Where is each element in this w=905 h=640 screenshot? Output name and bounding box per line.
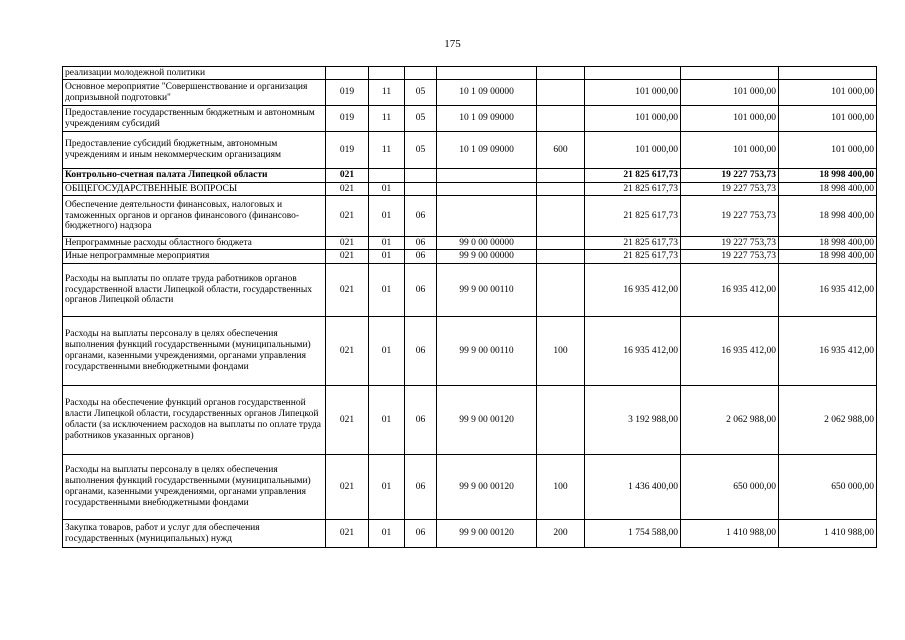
csr-code-cell <box>437 196 537 237</box>
rz-code-cell: 11 <box>369 80 405 106</box>
sum-year1-cell: 21 825 617,73 <box>585 237 681 250</box>
name-cell: Расходы на выплаты персоналу в целях обеспечения выполнения функций государственными (муниципальными) органами, казенными учреждениями, органами управления государственными внебюджетными фондами <box>63 317 326 386</box>
gr-code-cell <box>326 67 369 80</box>
pr-code-cell: 06 <box>405 264 437 317</box>
pr-code-cell: 06 <box>405 250 437 264</box>
rz-code-cell: 01 <box>369 250 405 264</box>
sum-year3-cell: 101 000,00 <box>779 132 877 169</box>
sum-year1-cell: 21 825 617,73 <box>585 250 681 264</box>
gr-code-cell: 021 <box>326 196 369 237</box>
name-cell: Расходы на выплаты персоналу в целях обеспечения выполнения функций государственными (муниципальными) органами, казенными учреждениями, органами управления государственными внебюджетными фондами <box>63 455 326 520</box>
csr-code-cell: 99 9 00 00120 <box>437 520 537 548</box>
vr-code-cell <box>537 250 585 264</box>
table-row <box>63 80 877 106</box>
table-body <box>63 67 877 548</box>
table-row <box>63 250 877 264</box>
csr-code-cell <box>437 169 537 183</box>
rz-code-cell: 01 <box>369 455 405 520</box>
gr-code-cell: 021 <box>326 169 369 183</box>
sum-year2-cell: 16 935 412,00 <box>681 264 779 317</box>
rz-code-cell: 11 <box>369 106 405 132</box>
sum-year3-cell: 18 998 400,00 <box>779 183 877 196</box>
table-row <box>63 520 877 548</box>
sum-year3-cell: 101 000,00 <box>779 106 877 132</box>
vr-code-cell: 100 <box>537 455 585 520</box>
sum-year2-cell: 2 062 988,00 <box>681 386 779 455</box>
sum-year3-cell: 2 062 988,00 <box>779 386 877 455</box>
pr-code-cell: 05 <box>405 80 437 106</box>
name-cell: Закупка товаров, работ и услуг для обеспечения государственных (муниципальных) нужд <box>63 520 326 548</box>
sum-year1-cell: 3 192 988,00 <box>585 386 681 455</box>
pr-code-cell: 06 <box>405 455 437 520</box>
pr-code-cell <box>405 169 437 183</box>
table-row <box>63 264 877 317</box>
sum-year1-cell: 21 825 617,73 <box>585 169 681 183</box>
gr-code-cell: 021 <box>326 520 369 548</box>
vr-code-cell: 600 <box>537 132 585 169</box>
gr-code-cell: 019 <box>326 132 369 169</box>
pr-code-cell: 06 <box>405 196 437 237</box>
sum-year3-cell: 16 935 412,00 <box>779 264 877 317</box>
gr-code-cell: 021 <box>326 455 369 520</box>
pr-code-cell <box>405 183 437 196</box>
vr-code-cell <box>537 67 585 80</box>
gr-code-cell: 021 <box>326 317 369 386</box>
rz-code-cell: 11 <box>369 132 405 169</box>
table-row <box>63 67 877 80</box>
vr-code-cell <box>537 183 585 196</box>
table-row <box>63 132 877 169</box>
sum-year1-cell: 16 935 412,00 <box>585 264 681 317</box>
sum-year2-cell: 19 227 753,73 <box>681 169 779 183</box>
sum-year3-cell: 101 000,00 <box>779 80 877 106</box>
sum-year3-cell: 18 998 400,00 <box>779 169 877 183</box>
rz-code-cell: 01 <box>369 196 405 237</box>
rz-code-cell <box>369 169 405 183</box>
sum-year3-cell: 18 998 400,00 <box>779 196 877 237</box>
name-cell: Непрограммные расходы областного бюджета <box>63 237 326 250</box>
rz-code-cell: 01 <box>369 386 405 455</box>
name-cell: Расходы на выплаты по оплате труда работников органов государственной власти Липецкой области, государственных органов Липецкой области <box>63 264 326 317</box>
pr-code-cell: 06 <box>405 237 437 250</box>
table-row <box>63 106 877 132</box>
sum-year2-cell: 101 000,00 <box>681 106 779 132</box>
sum-year3-cell <box>779 67 877 80</box>
vr-code-cell <box>537 196 585 237</box>
csr-code-cell <box>437 183 537 196</box>
name-cell: реализации молодежной политики <box>63 67 326 80</box>
table-row <box>63 183 877 196</box>
sum-year1-cell <box>585 67 681 80</box>
sum-year2-cell: 19 227 753,73 <box>681 237 779 250</box>
budget-table <box>62 66 877 548</box>
sum-year3-cell: 18 998 400,00 <box>779 250 877 264</box>
sum-year2-cell: 19 227 753,73 <box>681 183 779 196</box>
name-cell: Предоставление субсидий бюджетным, автономным учреждениям и иным некоммерческим организациям <box>63 132 326 169</box>
gr-code-cell: 019 <box>326 106 369 132</box>
gr-code-cell: 021 <box>326 264 369 317</box>
gr-code-cell: 021 <box>326 386 369 455</box>
sum-year3-cell: 16 935 412,00 <box>779 317 877 386</box>
name-cell: Контрольно-счетная палата Липецкой области <box>63 169 326 183</box>
table-row <box>63 317 877 386</box>
pr-code-cell: 06 <box>405 317 437 386</box>
sum-year2-cell: 19 227 753,73 <box>681 250 779 264</box>
csr-code-cell: 99 9 00 00120 <box>437 455 537 520</box>
pr-code-cell <box>405 67 437 80</box>
sum-year3-cell: 650 000,00 <box>779 455 877 520</box>
sum-year2-cell: 101 000,00 <box>681 132 779 169</box>
sum-year2-cell <box>681 67 779 80</box>
sum-year2-cell: 101 000,00 <box>681 80 779 106</box>
sum-year2-cell: 16 935 412,00 <box>681 317 779 386</box>
sum-year2-cell: 650 000,00 <box>681 455 779 520</box>
sum-year1-cell: 101 000,00 <box>585 80 681 106</box>
sum-year1-cell: 16 935 412,00 <box>585 317 681 386</box>
table-row <box>63 237 877 250</box>
name-cell: Обеспечение деятельности финансовых, налоговых и таможенных органов и органов финансового (финансово-бюджетного) надзора <box>63 196 326 237</box>
name-cell: Основное мероприятие "Совершенствование и организация допризывной подготовки" <box>63 80 326 106</box>
csr-code-cell: 99 9 00 00120 <box>437 386 537 455</box>
pr-code-cell: 05 <box>405 132 437 169</box>
sum-year3-cell: 18 998 400,00 <box>779 237 877 250</box>
gr-code-cell: 021 <box>326 237 369 250</box>
vr-code-cell: 200 <box>537 520 585 548</box>
table-row <box>63 196 877 237</box>
name-cell: Предоставление государственным бюджетным и автономным учреждениям субсидий <box>63 106 326 132</box>
vr-code-cell <box>537 80 585 106</box>
vr-code-cell <box>537 237 585 250</box>
rz-code-cell: 01 <box>369 264 405 317</box>
vr-code-cell <box>537 106 585 132</box>
vr-code-cell <box>537 386 585 455</box>
csr-code-cell: 99 9 00 00000 <box>437 250 537 264</box>
page-number: 175 <box>444 38 461 50</box>
sum-year3-cell: 1 410 988,00 <box>779 520 877 548</box>
pr-code-cell: 06 <box>405 520 437 548</box>
table-row <box>63 169 877 183</box>
vr-code-cell <box>537 264 585 317</box>
rz-code-cell: 01 <box>369 237 405 250</box>
csr-code-cell: 10 1 09 09000 <box>437 106 537 132</box>
sum-year1-cell: 21 825 617,73 <box>585 183 681 196</box>
name-cell: Расходы на обеспечение функций органов государственной власти Липецкой области, государственных органов Липецкой области (за исключением расходов на выплаты по оплате труда работников указанных органов) <box>63 386 326 455</box>
rz-code-cell: 01 <box>369 520 405 548</box>
csr-code-cell: 99 9 00 00110 <box>437 317 537 386</box>
gr-code-cell: 021 <box>326 183 369 196</box>
table-row <box>63 455 877 520</box>
vr-code-cell: 100 <box>537 317 585 386</box>
rz-code-cell <box>369 67 405 80</box>
csr-code-cell: 10 1 09 00000 <box>437 80 537 106</box>
rz-code-cell: 01 <box>369 183 405 196</box>
csr-code-cell: 99 0 00 00000 <box>437 237 537 250</box>
pr-code-cell: 06 <box>405 386 437 455</box>
sum-year1-cell: 101 000,00 <box>585 132 681 169</box>
sum-year1-cell: 21 825 617,73 <box>585 196 681 237</box>
name-cell: ОБЩЕГОСУДАРСТВЕННЫЕ ВОПРОСЫ <box>63 183 326 196</box>
sum-year1-cell: 1 754 588,00 <box>585 520 681 548</box>
csr-code-cell <box>437 67 537 80</box>
sum-year2-cell: 1 410 988,00 <box>681 520 779 548</box>
gr-code-cell: 019 <box>326 80 369 106</box>
sum-year2-cell: 19 227 753,73 <box>681 196 779 237</box>
name-cell: Иные непрограммные мероприятия <box>63 250 326 264</box>
csr-code-cell: 99 9 00 00110 <box>437 264 537 317</box>
sum-year1-cell: 101 000,00 <box>585 106 681 132</box>
vr-code-cell <box>537 169 585 183</box>
table-row <box>63 386 877 455</box>
csr-code-cell: 10 1 09 09000 <box>437 132 537 169</box>
gr-code-cell: 021 <box>326 250 369 264</box>
sum-year1-cell: 1 436 400,00 <box>585 455 681 520</box>
pr-code-cell: 05 <box>405 106 437 132</box>
rz-code-cell: 01 <box>369 317 405 386</box>
